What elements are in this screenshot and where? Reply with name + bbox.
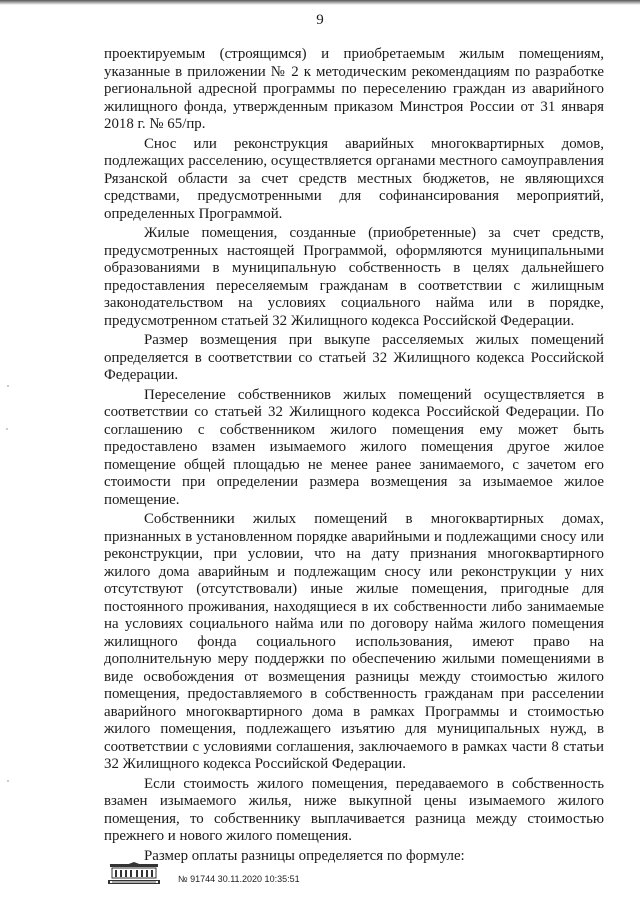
paragraph-5: Переселение собственников жилых помещений осуществляется в соответствии со статьей 32 Жилищного кодекса Российской Федерации. По соглашению с собственником жилого помещения ему может быть предоставлено взамен изымаемого жилого помещения другое жилое помещение общей площадью не менее ранее занимаемого, с зачетом его стоимости при определении размера возмещения за изымаемое жилое помещение. bbox=[104, 386, 604, 508]
paragraph-8: Размер оплаты разницы определяется по формуле: bbox=[144, 847, 465, 864]
paragraph-1: проектируемым (строящимся) и приобретаемым жилым помещениям, указанные в приложении № 2 к методическим рекомендациям по разработке региональной адресной программы по переселению граждан из аварийного жилищного фонда, утвержденным приказом Минстроя России от 31 января 2018 г. № 65/пр. bbox=[104, 46, 604, 132]
document-stamp-text: № 91744 30.11.2020 10:35:51 bbox=[178, 874, 300, 884]
government-building-logo-icon bbox=[104, 862, 164, 886]
scan-speck bbox=[7, 780, 9, 782]
scan-top-edge bbox=[0, 0, 640, 5]
document-footer bbox=[104, 862, 404, 888]
paragraph-7: Если стоимость жилого помещения, передаваемого в собственность взамен изымаемого жилья, ниже выкупной цены изымаемого жилого помещения, то собственнику выплачивается разница между стоимостью прежнего и нового жилого помещения. bbox=[104, 775, 604, 844]
page-number: 9 bbox=[316, 12, 324, 28]
paragraph-2: Снос или реконструкция аварийных многоквартирных домов, подлежащих расселению, осуществляется органами местного самоуправления Рязанской области за счет средств местных бюджетов, не являющихся средствами, предусмотренными для софинансирования мероприятий, определенных Программой. bbox=[104, 135, 604, 222]
paragraph-4: Размер возмещения при выкупе расселяемых жилых помещений определяется в соответствии со статьей 32 Жилищного кодекса Российской Федерации. bbox=[104, 332, 604, 383]
paragraph-6: Собственники жилых помещений в многоквартирных домах, признанных в установленном порядке аварийными и подлежащими сносу или реконструкции, при условии, что на дату признания многоквартирного жилого дома аварийным и подлежащим сносу или реконструкции у них отсутствуют (отсутствовали) иные жилые помещения, пригодные для постоянного проживания, находящиеся в их собственности либо занимаемые на условиях социального найма или по договору найма жилого помещения жилищного фонда социального использования, имеют право на дополнительную меру поддержки по обеспечению жилыми помещениями в виде освобождения от возмещения разницы между стоимостью жилого помещения, предоставляемого в собственность гражданам при расселении аварийного многоквартирного дома в рамках Программы и стоимостью жилого помещения, подлежащего изъятию для муниципальных нужд, в соответствии с условиями соглашения, заключаемого в рамках части 8 статьи 32 Жилищного кодекса Российской Федерации. bbox=[104, 511, 604, 772]
scan-speck bbox=[6, 428, 8, 430]
scan-speck bbox=[7, 385, 9, 387]
paragraph-3: Жилые помещения, созданные (приобретенные) за счет средств, предусмотренных настоящей Программой, оформляются муниципальными образованиями в муниципальную собственность в целях дальнейшего предоставления переселяемым гражданам в соответствии с жилищным законодательством на условиях социального найма или в порядке, предусмотренном статьей 32 Жилищного кодекса Российской Федерации. bbox=[104, 225, 604, 329]
document-body bbox=[104, 46, 604, 865]
